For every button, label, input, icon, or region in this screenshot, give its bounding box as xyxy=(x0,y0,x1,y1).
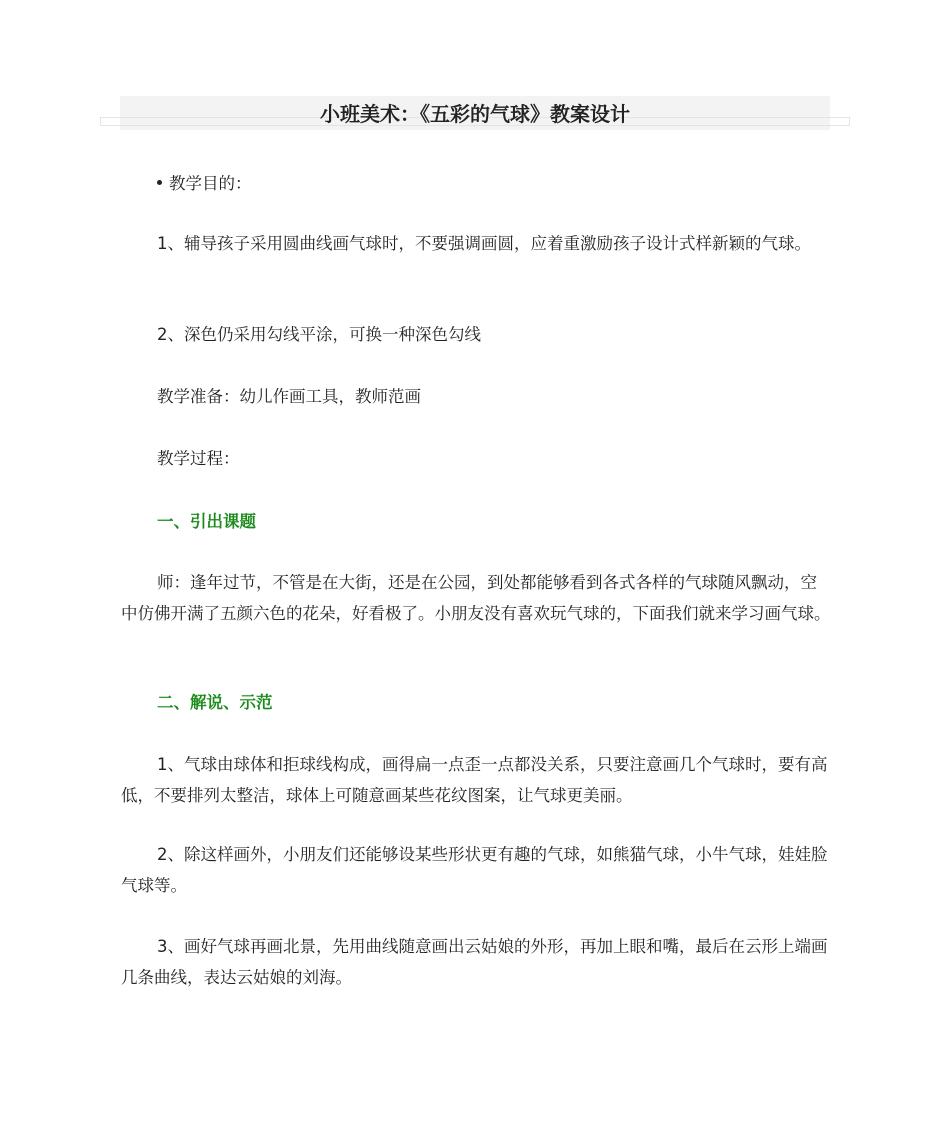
section-2-heading: 二、解说、示范 xyxy=(157,693,273,712)
objective-2: 2、深色仍采用勾线平涂，可换一种深色勾线 xyxy=(157,325,481,344)
objective-1: 1、辅导孩子采用圆曲线画气球时，不要强调画圆，应着重激励孩子设计式样新颖的气球。 xyxy=(157,234,811,253)
section-2-item-1: 1、气球由球体和拒球线构成，画得扁一点歪一点都没关系，只要注意画几个气球时，要有高低，不要排列太整洁，球体上可随意画某些花纹图案，让气球更美丽。 xyxy=(121,755,828,805)
section-2-item-3: 3、画好气球再画北景，先用曲线随意画出云姑娘的外形，再加上眼和嘴，最后在云形上端画几条曲线，表达云姑娘的刘海。 xyxy=(121,937,828,987)
objectives-label xyxy=(157,168,252,199)
page-title: 小班美术：《五彩的气球》教案设计 xyxy=(320,102,630,126)
objectives-label-text: 教学目的： xyxy=(169,174,252,193)
section-1-text: 师：逢年过节，不管是在大街，还是在公园，到处都能够看到各式各样的气球随风飘动，空中仿佛开满了五颜六色的花朵，好看极了。小朋友没有喜欢玩气球的，下面我们就来学习画气球。 xyxy=(121,573,831,623)
process-label: 教学过程： xyxy=(157,449,240,468)
bullet-icon xyxy=(157,180,162,185)
section-1-heading: 一、引出课题 xyxy=(157,512,256,531)
section-2-item-2: 2、除这样画外，小朋友们还能够设某些形状更有趣的气球，如熊猫气球，小牛气球，娃娃脸气球等。 xyxy=(121,845,828,895)
preparation-text: 教学准备：幼儿作画工具，教师范画 xyxy=(157,387,421,406)
